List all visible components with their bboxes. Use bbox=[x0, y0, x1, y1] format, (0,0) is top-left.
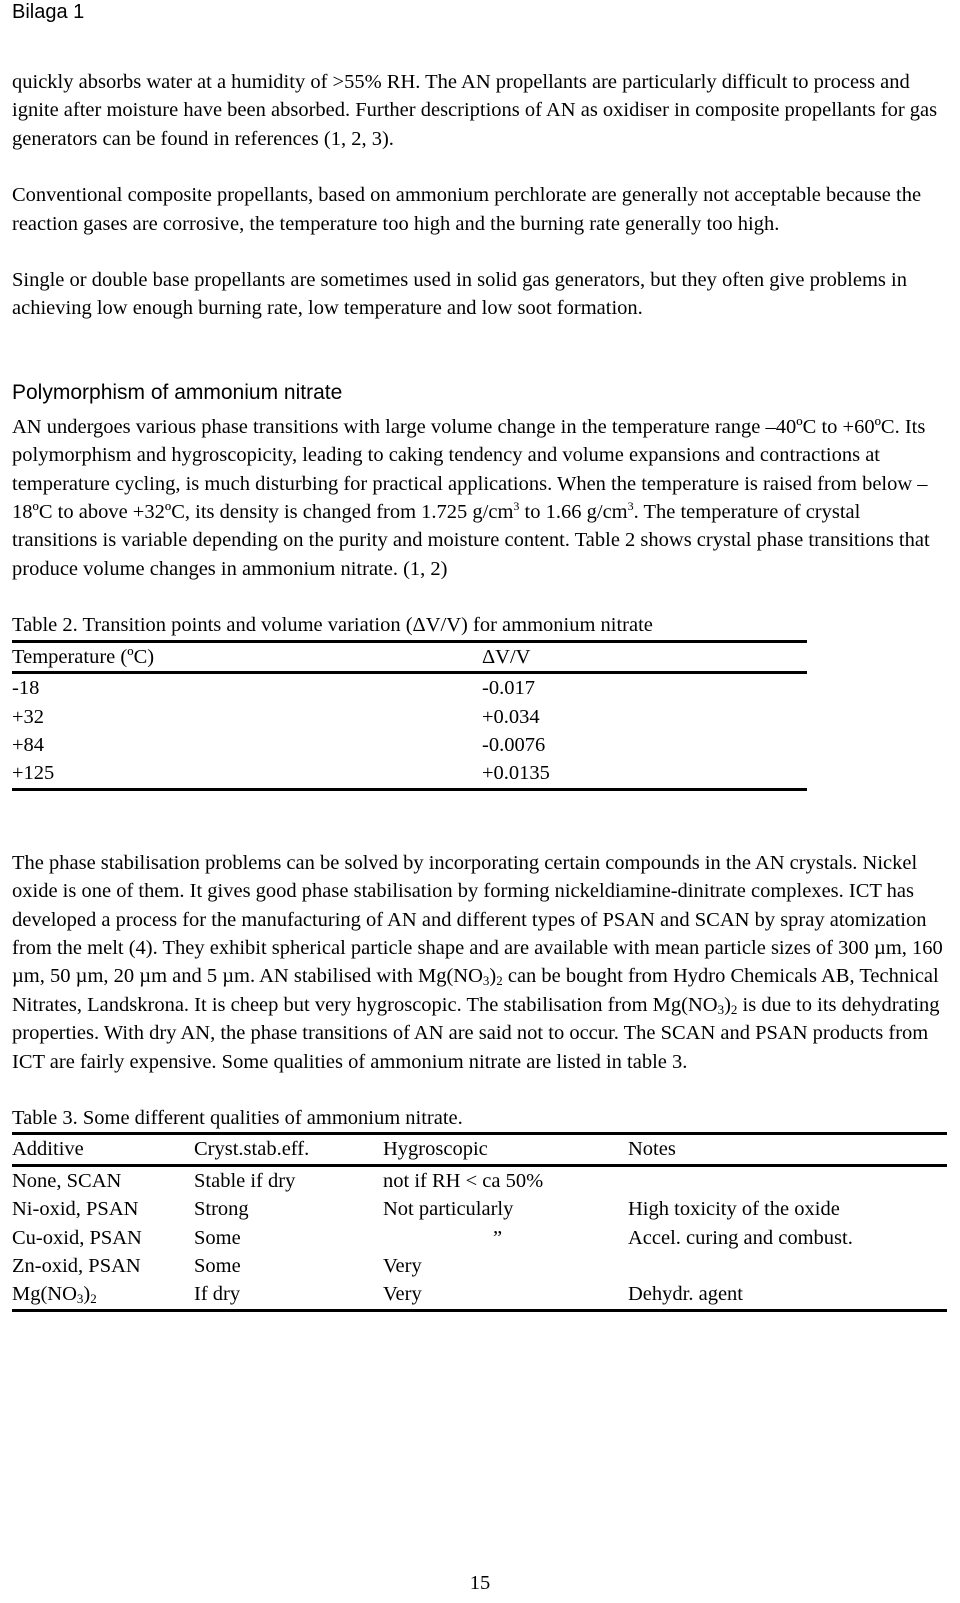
paragraph-5 bbox=[12, 849, 947, 1076]
column-header: Cryst.stab.eff. bbox=[194, 1134, 383, 1165]
paragraph-4-text-b: to 1.66 g/cm bbox=[519, 501, 628, 524]
table-cell: High toxicity of the oxide bbox=[628, 1198, 840, 1221]
subscript: 3 bbox=[717, 1001, 725, 1017]
table-cell: Not particularly bbox=[383, 1198, 514, 1221]
column-header: Temperature (ºC) bbox=[12, 641, 482, 672]
table-header-row bbox=[12, 641, 807, 672]
additive-text: Mg(NO bbox=[12, 1283, 77, 1306]
table-cell: Ni-oxid, PSAN bbox=[12, 1198, 139, 1221]
table-cell: -0.0076 bbox=[482, 733, 546, 756]
subscript: 2 bbox=[730, 1001, 738, 1017]
table-2 bbox=[12, 640, 807, 791]
table-cell: +125 bbox=[12, 762, 55, 785]
paragraph-4 bbox=[12, 413, 947, 583]
page-header-label: Bilaga 1 bbox=[12, 1, 85, 23]
superscript: 3 bbox=[627, 499, 634, 514]
table-cell: not if RH < ca 50% bbox=[383, 1169, 544, 1192]
paragraph-3: Single or double base propellants are sometimes used in solid gas generators, but they often give problems in achieving low enough burning rate, low temperature and low soot formation. bbox=[12, 269, 907, 320]
table-cell bbox=[12, 1280, 194, 1310]
table-3 bbox=[12, 1132, 947, 1311]
table-cell: If dry bbox=[194, 1283, 241, 1306]
table-2-caption: Table 2. Transition points and volume variation (ΔV/V) for ammonium nitrate bbox=[12, 614, 653, 637]
table-cell: Very bbox=[383, 1255, 422, 1277]
table-cell: Very bbox=[383, 1283, 422, 1306]
column-header: Additive bbox=[12, 1134, 194, 1165]
table-cell: None, SCAN bbox=[12, 1169, 122, 1192]
paragraph-2: Conventional composite propellants, based on ammonium perchlorate are generally not acceptable because the reaction gases are corrosive, the temperature too high and the burning rate generally too high. bbox=[12, 184, 922, 235]
section-heading: Polymorphism of ammonium nitrate bbox=[12, 380, 343, 404]
paragraph-5-text: ) bbox=[489, 965, 497, 988]
table-cell: Accel. curing and combust. bbox=[628, 1226, 853, 1249]
page-number: 15 bbox=[469, 1572, 491, 1594]
table-cell: Cu-oxid, PSAN bbox=[12, 1226, 142, 1249]
table-cell: +84 bbox=[12, 733, 45, 756]
paragraph-5-text: ) bbox=[724, 993, 731, 1016]
ditto-mark: ” bbox=[493, 1226, 503, 1249]
paragraph-5-text: can be bought from Hydro Chemicals AB, Technical Nitrates, Landskrona. It is cheep but very hygroscopic. The stabilisation from Mg(NO bbox=[12, 965, 939, 1016]
table-row bbox=[12, 759, 807, 789]
column-header: Notes bbox=[628, 1134, 947, 1165]
subscript: 3 bbox=[482, 973, 490, 989]
table-cell: Stable if dry bbox=[194, 1169, 296, 1192]
column-header: ΔV/V bbox=[482, 641, 807, 672]
subscript: 2 bbox=[496, 973, 503, 989]
table-row bbox=[12, 1165, 947, 1195]
table-cell: +0.034 bbox=[482, 705, 540, 728]
table-row bbox=[12, 731, 807, 759]
table-cell: -0.017 bbox=[482, 677, 535, 700]
paragraph-4-text-a: AN undergoes various phase transitions with large volume change in the temperature range –40ºC to +60ºC. Its polymorphism and hygroscopicity, leading to caking tendency and volume expansions and contractions at temperature cycling, is much disturbing for practical applications. When the temperature is raised from below –18ºC to above +32ºC, its density is changed from 1.725 g/cm bbox=[12, 415, 928, 524]
table-row bbox=[12, 703, 807, 731]
table-3-caption: Table 3. Some different qualities of ammonium nitrate. bbox=[12, 1106, 463, 1129]
table-cell: +0.0135 bbox=[482, 762, 550, 785]
paragraph-5-text: is due to its dehydrating properties. With dry AN, the phase transitions of AN are said not to occur. The SCAN and PSAN products from ICT are fairly expensive. Some qualities of ammonium nitrate are listed in table 3. bbox=[12, 993, 940, 1073]
subscript: 3 bbox=[76, 1291, 84, 1307]
table-cell: -18 bbox=[12, 677, 40, 700]
table-row bbox=[12, 673, 807, 703]
table-cell: Zn-oxid, PSAN bbox=[12, 1255, 141, 1277]
table-cell: Some bbox=[194, 1226, 241, 1249]
table-cell bbox=[628, 1165, 947, 1195]
table-row bbox=[12, 1252, 947, 1280]
column-header: Hygroscopic bbox=[383, 1134, 628, 1165]
document-body bbox=[12, 68, 947, 1312]
table-header-row bbox=[12, 1134, 947, 1165]
subscript: 2 bbox=[90, 1291, 97, 1307]
table-cell: Some bbox=[194, 1255, 241, 1277]
table-row bbox=[12, 1224, 947, 1252]
paragraph-4-text-c: . The temperature of crystal transitions is variable depending on the purity and moisture content. Table 2 shows crystal phase transitions that produce volume changes in ammonium nitrate. (1, 2) bbox=[12, 501, 930, 580]
superscript: 3 bbox=[513, 499, 520, 514]
table-cell: Strong bbox=[194, 1198, 249, 1221]
table-cell: Dehydr. agent bbox=[628, 1283, 743, 1306]
additive-text: ) bbox=[83, 1283, 91, 1306]
table-row bbox=[12, 1280, 947, 1310]
paragraph-1: quickly absorbs water at a humidity of >55% RH. The AN propellants are particularly difficult to process and ignite after moisture have been absorbed. Further descriptions of AN as oxidiser in composite propellants for gas generators can be found in references (1, 2, 3). bbox=[12, 71, 938, 150]
table-row bbox=[12, 1195, 947, 1223]
paragraph-5-text: The phase stabilisation problems can be solved by incorporating certain compounds in the AN crystals. Nickel oxide is one of them. It gives good phase stabilisation by forming nickeldiamine-dinitrate complexes. ICT has developed a process for the manufacturing of AN and different types of PSAN and SCAN by spray atomization from the melt (4). They exhibit spherical particle shape and are available with mean particle sizes of 300 µm, 160 µm, 50 µm, 20 µm and 5 µm. AN stabilised with Mg(NO bbox=[12, 851, 943, 988]
table-cell bbox=[628, 1252, 947, 1280]
table-cell: +32 bbox=[12, 705, 45, 728]
